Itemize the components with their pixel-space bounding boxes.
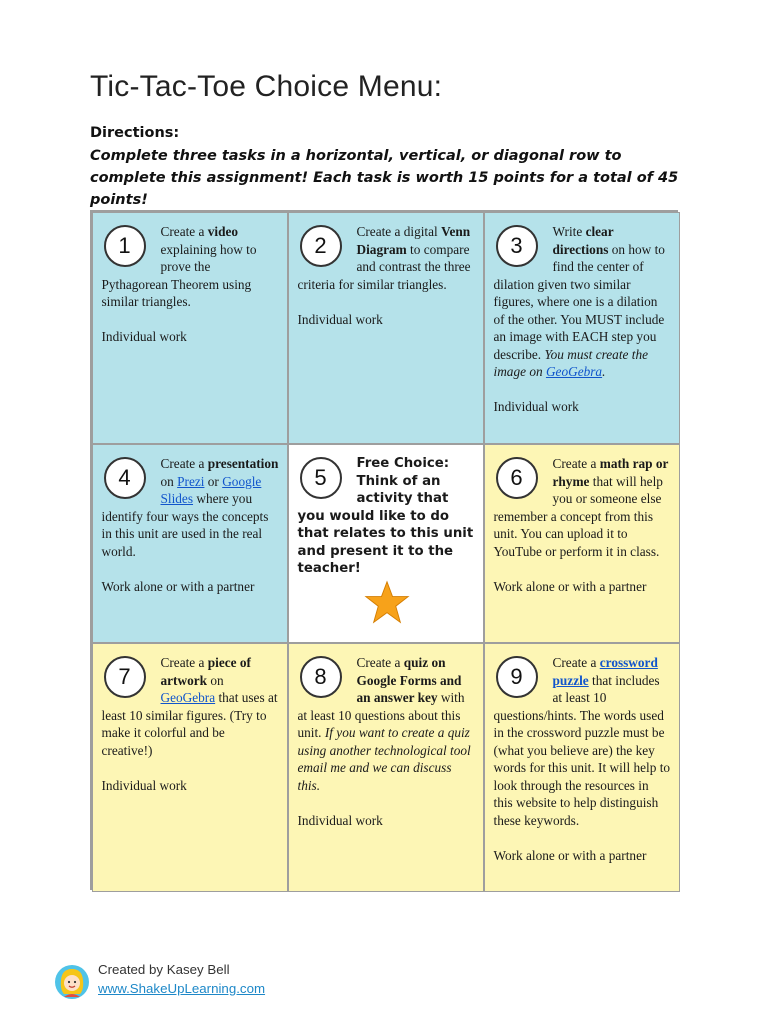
choice-cell-8 (288, 643, 484, 892)
number-circle-8: 8 (300, 656, 342, 698)
task-text: Create a (356, 655, 404, 670)
footer-author: Created by Kasey Bell (98, 962, 230, 977)
task-text: to compare and contrast the three criteria for similar triangles. (297, 241, 471, 292)
task-keyword: Venn Diagram (356, 224, 471, 257)
number-circle-4: 4 (104, 457, 146, 499)
task-keyword: quiz on Google Forms and an answer key (356, 655, 462, 705)
work-type-1: Individual work (101, 329, 187, 344)
choice-cell-7 (92, 643, 288, 892)
number-circle-9: 9 (496, 656, 538, 698)
free-choice-text: Free Choice: Think of an activity that you would like to do that relates to this unit and present it to the teacher! (297, 456, 474, 576)
task-text: . (602, 364, 606, 379)
geogebra-link[interactable]: GeoGebra (160, 690, 216, 705)
footer-website-link[interactable]: www.ShakeUpLearning.com (98, 981, 266, 996)
task-text: with at least 10 questions about this unit. (297, 690, 465, 740)
directions-heading: Directions: (90, 125, 180, 141)
author-avatar-icon (54, 964, 90, 1000)
directions-text: Complete three tasks in a horizontal, vertical, or diagonal row to complete this assignment! Each task is worth 15 points for a total of 45 points! (90, 148, 679, 208)
task-text: on how to find the center of dilation given two similar figures, where one is a dilation of the other. You MUST include an image with EACH step you describe. (493, 241, 665, 362)
task-text: Create a (160, 224, 208, 239)
task-text: that uses at least 10 similar figures. (Try to make it colorful and be creative!) (101, 690, 278, 758)
task-text: explaining how to prove the Pythagorean Theorem using similar triangles. (101, 241, 257, 309)
task-keyword: clear directions (552, 224, 614, 257)
google-slides-link[interactable]: Google Slides (160, 473, 262, 506)
prezi-link[interactable]: Prezi (177, 473, 205, 489)
task-text: or (204, 473, 223, 489)
work-type-3: Individual work (493, 399, 579, 414)
task-keyword: piece of artwork (160, 655, 251, 688)
task-text: Create a (552, 655, 600, 670)
task-text: that includes at least 10 questions/hints. The words used in the crossword puzzle must be (what you believe are) the key words for this unit. It will help to look through the resources in this website to help distinguish these keywords. (493, 672, 671, 828)
choice-cell-6 (484, 444, 680, 643)
number-circle-2: 2 (300, 225, 342, 267)
task-keyword: video (207, 224, 239, 239)
choice-cell-5 (288, 444, 484, 643)
number-circle-1: 1 (104, 225, 146, 267)
choice-cell-4 (92, 444, 288, 643)
choice-cell-2 (288, 212, 484, 444)
task-text: Create a (160, 655, 208, 670)
work-type-4: Work alone or with a partner (101, 578, 255, 594)
choice-cell-1 (92, 212, 288, 444)
task-text: where you identify four ways the concepts in this unit are used in the real world. (101, 491, 269, 559)
star-icon (364, 580, 410, 626)
number-circle-7: 7 (104, 656, 146, 698)
task-text: on (160, 473, 178, 489)
task-text: Create a (160, 456, 208, 471)
number-circle-6: 6 (496, 457, 538, 499)
task-keyword: presentation (207, 456, 279, 471)
task-text: on (207, 672, 224, 688)
task-note: If you want to create a quiz using another technological tool email me and we can discuss this. (297, 725, 471, 793)
task-keyword: math rap or rhyme (552, 456, 669, 489)
task-text: that will help you or someone else remember a concept from this unit. You can upload it to YouTube or perform it in class. (493, 473, 663, 559)
number-circle-3: 3 (496, 225, 538, 267)
geogebra-link[interactable]: GeoGebra (545, 364, 603, 379)
choice-grid (90, 210, 678, 890)
number-circle-5: 5 (300, 457, 342, 499)
work-type-7: Individual work (101, 777, 187, 793)
task-text: Write (552, 224, 586, 239)
work-type-9: Work alone or with a partner (493, 847, 647, 863)
page-title: Tic-Tac-Toe Choice Menu: (90, 70, 443, 103)
work-type-6: Work alone or with a partner (493, 578, 647, 594)
crossword-puzzle-link[interactable]: crossword puzzle (552, 655, 658, 688)
choice-cell-3 (484, 212, 680, 444)
work-type-8: Individual work (297, 812, 383, 828)
task-text: Create a (552, 456, 600, 471)
work-type-2: Individual work (297, 311, 383, 327)
choice-cell-9 (484, 643, 680, 892)
task-note: You must create the image on (493, 346, 648, 379)
task-text: Create a digital (356, 224, 442, 239)
